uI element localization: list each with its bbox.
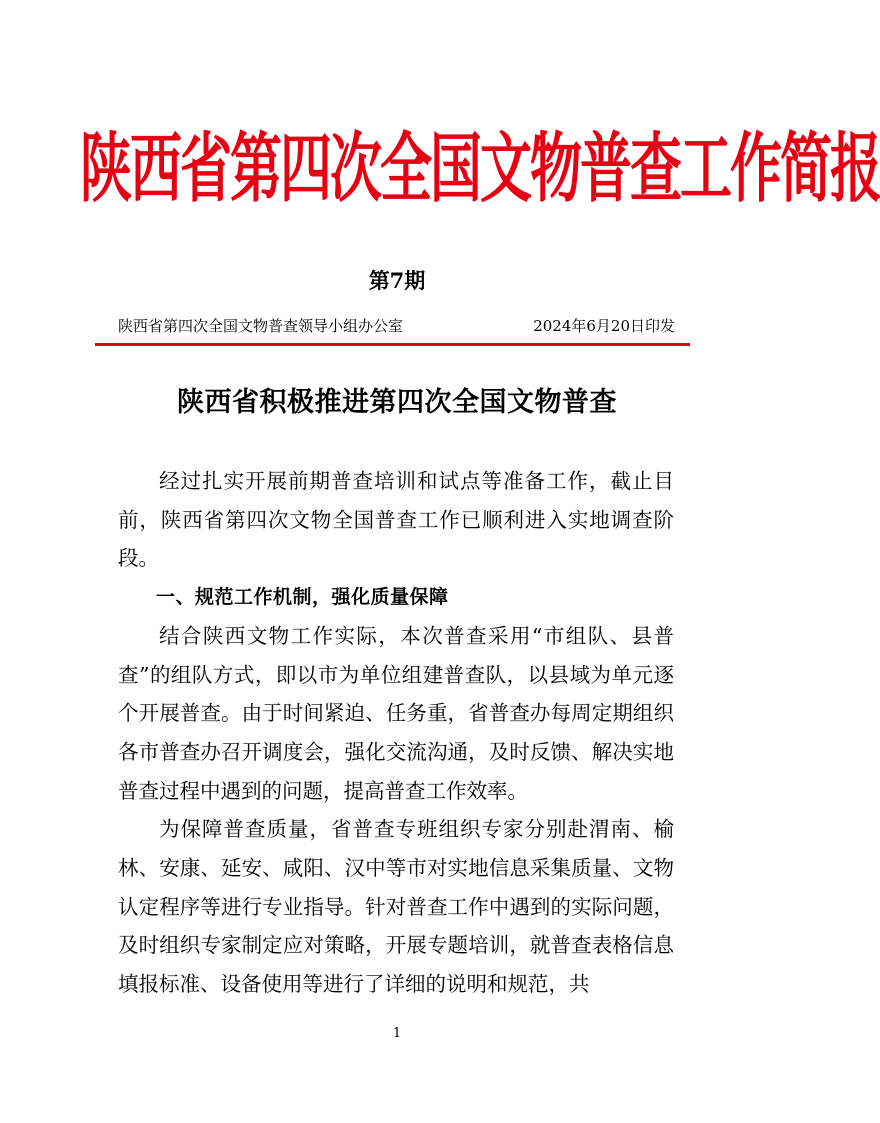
issuing-office: 陕西省第四次全国文物普查领导小组办公室 (118, 317, 404, 335)
page-number: 1 (392, 1026, 402, 1041)
masthead-title: 陕西省第四次全国文物普查工作简报 (80, 126, 880, 214)
body-paragraph: 为保障普查质量，省普查专班组织专家分别赴渭南、榆林、安康、延安、咸阳、汉中等市对实地信息采集质量、文物认定程序等进行专业指导。针对普查工作中遇到的实际问题，及时组织专家制定应对策略，开展专题培训，就普查表格信息填报标准、设备使用等进行了详细的说明和规范，共 (118, 817, 674, 997)
body-paragraph: 结合陕西文物工作实际，本次普查采用“市组队、县普查”的组队方式，即以市为单位组建普查队，以县域为单元逐个开展普查。由于时间紧迫、任务重，省普查办每周定期组织各市普查办召开调度会，强化交流沟通，及时反馈、解决实地普查过程中遇到的问题，提高普查工作效率。 (118, 623, 674, 803)
publication-info (118, 313, 675, 339)
issue-number: 第7期 (368, 268, 426, 293)
section-heading: 一、规范工作机制，强化质量保障 (156, 586, 449, 609)
red-divider-line (95, 343, 690, 346)
body-paragraph: 经过扎实开展前期普查培训和试点等准备工作，截止目前，陕西省第四次文物全国普查工作已顺利进入实地调查阶段。 (118, 469, 674, 571)
article-headline: 陕西省积极推进第四次全国文物普查 (177, 387, 617, 418)
article-body (118, 462, 674, 1004)
issue-date: 2024年6月20日印发 (533, 317, 675, 335)
